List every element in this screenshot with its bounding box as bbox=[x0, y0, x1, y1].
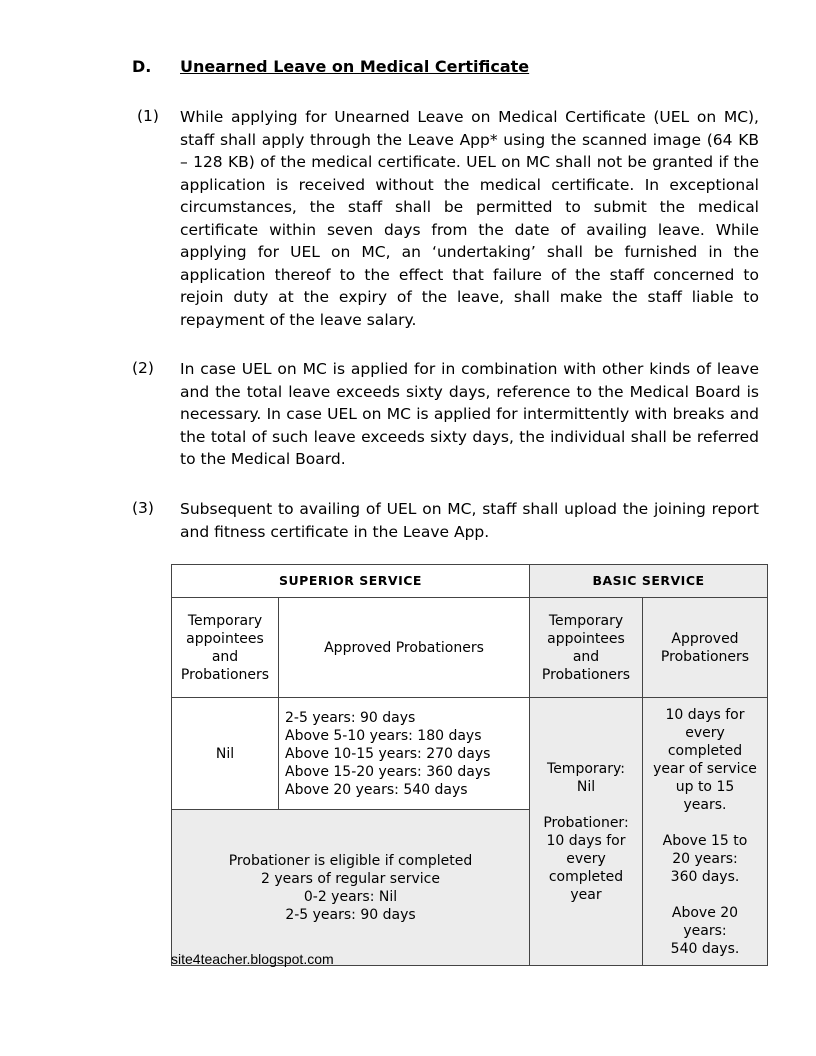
superior-approved-values: 2-5 years: 90 days Above 5-10 years: 180 days Above 10-15 years: 270 days Above 15-20 years: 360 days Above 20 years: 540 days bbox=[279, 698, 530, 810]
basic-temporary-header: Temporary appointees and Probationers bbox=[530, 598, 643, 698]
superior-service-header: SUPERIOR SERVICE bbox=[172, 565, 530, 598]
paragraph-number: (2) bbox=[132, 359, 154, 377]
basic-service-header: BASIC SERVICE bbox=[530, 565, 768, 598]
watermark-text: site4teacher.blogspot.com bbox=[171, 951, 334, 967]
basic-approved-header: Approved Probationers bbox=[643, 598, 768, 698]
superior-temporary-value: Nil bbox=[172, 698, 279, 810]
section-letter: D. bbox=[132, 57, 152, 76]
basic-approved-values: 10 days for every completed year of service up to 15 years. Above 15 to 20 years: 360 days. Above 20 years: 540 days. bbox=[643, 698, 768, 966]
superior-temporary-header: Temporary appointees and Probationers bbox=[172, 598, 279, 698]
paragraph-text: While applying for Unearned Leave on Medical Certificate (UEL on MC), staff shall apply through the Leave App* using the scanned image (64 KB – 128 KB) of the medical certificate. UEL on MC shall not be granted if the application is received without the medical certificate. In exceptional circumstances, the staff shall be permitted to submit the medical certificate within seven days from the date of availing leave. While applying for UEL on MC, an ‘undertaking’ shall be furnished in the application thereof to the effect that failure of the staff concerned to rejoin duty at the expiry of the leave, shall make the staff liable to repayment of the leave salary. bbox=[180, 108, 759, 329]
paragraph-text: Subsequent to availing of UEL on MC, staff shall upload the joining report and fitness certificate in the Leave App. bbox=[180, 500, 759, 541]
basic-temporary-values: Temporary: Nil Probationer: 10 days for every completed year bbox=[530, 698, 643, 966]
superior-approved-header: Approved Probationers bbox=[279, 598, 530, 698]
paragraph-text: In case UEL on MC is applied for in combination with other kinds of leave and the total leave exceeds sixty days, reference to the Medical Board is necessary. In case UEL on MC is applied for intermittently with breaks and the total of such leave exceeds sixty days, the individual shall be referred to the Medical Board. bbox=[180, 360, 759, 468]
superior-probationer-note: Probationer is eligible if completed 2 years of regular service 0-2 years: Nil 2-5 years: 90 days bbox=[172, 810, 530, 966]
section-title: Unearned Leave on Medical Certificate bbox=[180, 57, 530, 76]
paragraph-number: (1) bbox=[137, 107, 159, 125]
paragraph-number: (3) bbox=[132, 499, 154, 517]
leave-table bbox=[171, 564, 768, 966]
